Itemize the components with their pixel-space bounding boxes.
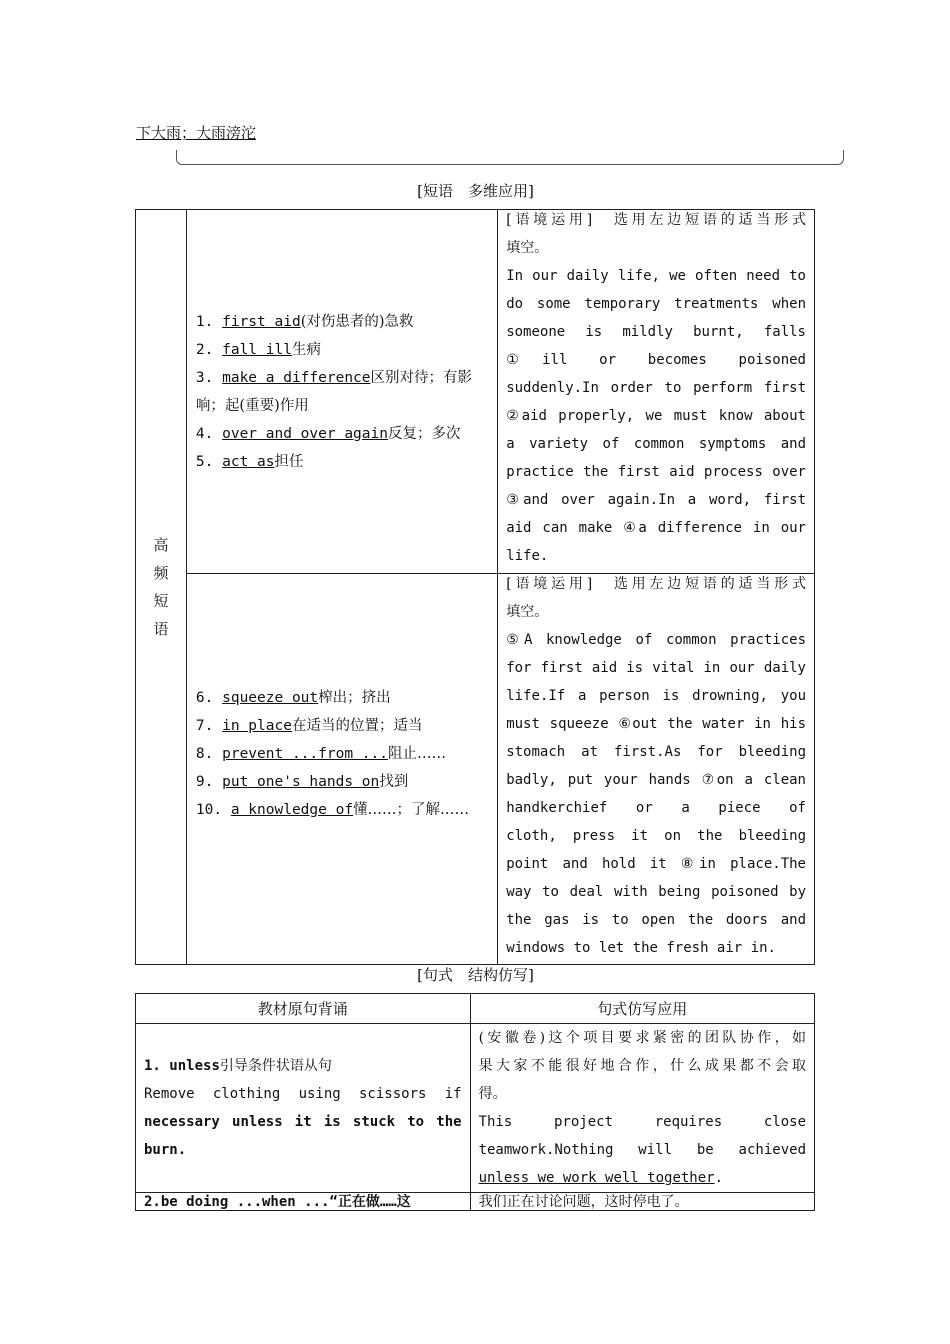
phrase-item: 9. put one's hands on找到 (195, 774, 409, 790)
exercise-cell-1 (498, 210, 815, 574)
section-title-sentences: [句式 结构仿写] (417, 966, 534, 984)
exercise-line: [语境运用] 选用左边短语的适当形式 (506, 212, 806, 228)
phrase-item: 2. fall ill生病 (195, 341, 321, 358)
exercise-cell-2 (498, 574, 815, 965)
phrase-item: 7. in place在适当的位置；适当 (195, 718, 423, 734)
exercise-line: aid can make ④a difference in our (506, 520, 806, 536)
exercise-line: ②aid properly, we must know about (506, 408, 806, 424)
exercise-line: someone is mildly burnt, falls (506, 324, 806, 340)
practice-line: 果大家不能很好地合作，什么成果都不会取 (478, 1058, 806, 1074)
exercise-line: a variety of common symptoms and (506, 436, 806, 452)
exercise-line: life. (506, 548, 549, 564)
exercise-line: stomach at first.As for bleeding (506, 744, 806, 760)
exercise-line: handkerchief or a piece of (506, 800, 806, 816)
exercise-line: badly, put your hands ⑦on a clean (506, 772, 806, 788)
col-header-original: 教材原句背诵 (136, 994, 471, 1024)
header-line: 下大雨；大雨滂沱 (136, 124, 257, 142)
exercise-line: for first aid is vital in our daily (506, 660, 806, 676)
pattern-2-cell (136, 1193, 471, 1211)
phrase-item: 6. squeeze out榨出；挤出 (195, 690, 391, 706)
phrase-item: 3. make a difference区别对待；有影 (195, 369, 473, 386)
exercise-line: ③and over again.In a word, first (506, 492, 806, 508)
practice-cell (470, 1024, 814, 1193)
row-label-cell (136, 210, 187, 965)
sentence-line: Remove clothing using scissors if (144, 1086, 462, 1102)
phrase-list-1 (186, 210, 497, 574)
pattern-2-title: 2.be doing ...when ...“正在做……这 (144, 1193, 411, 1210)
brace-divider (176, 150, 844, 165)
pattern-title: 1. unless引导条件状语从句 (144, 1058, 332, 1074)
exercise-line: the gas is to open the doors and (506, 912, 806, 928)
exercise-line: ①ill or becomes poisoned (506, 352, 806, 368)
row-label-char: 语 (153, 620, 169, 638)
exercise-line: life.If a person is drowning, you (506, 688, 806, 704)
exercise-line: 填空。 (506, 604, 549, 620)
row-label-char: 短 (153, 592, 169, 610)
practice-line: 得。 (478, 1086, 507, 1102)
pattern-2-practice: 我们正在讨论问题，这时停电了。 (470, 1193, 814, 1211)
exercise-line: windows to let the fresh air in. (506, 940, 776, 956)
phrase-item: 10. a knowledge of懂……；了解…… (195, 802, 470, 818)
row-label-char: 频 (153, 564, 169, 582)
phrase-list-2 (186, 574, 497, 965)
col-header-practice: 句式仿写应用 (470, 994, 814, 1024)
phrase-item: 8. prevent ...from ...阻止…… (195, 746, 446, 762)
row-label-char: 高 (153, 536, 169, 554)
phrase-item-continuation: 响；起(重要)作用 (195, 397, 309, 414)
practice-line: teamwork.Nothing will be achieved (478, 1142, 806, 1158)
practice-line: This project requires close (478, 1114, 806, 1130)
exercise-line: In our daily life, we often need to (506, 268, 806, 284)
phrase-item: 5. act as担任 (195, 453, 304, 470)
sentence-table (135, 993, 815, 1211)
exercise-line: way to deal with being poisoned by (506, 884, 806, 900)
phrase-table (135, 209, 815, 965)
exercise-line: [语境运用] 选用左边短语的适当形式 (506, 576, 806, 592)
phrase-item: 1. first aid(对伤患者的)急救 (195, 313, 414, 330)
exercise-line: 填空。 (506, 240, 549, 256)
exercise-line: practice the first aid process over (506, 464, 806, 480)
exercise-line: point and hold it ⑧in place.The (506, 856, 806, 872)
exercise-line: do some temporary treatments when (506, 296, 806, 312)
section-title-phrases: [短语 多维应用] (417, 182, 534, 200)
phrase-item: 4. over and over again反复；多次 (195, 425, 461, 442)
exercise-line: ⑤A knowledge of common practices (506, 632, 806, 648)
exercise-line: cloth, press it on the bleeding (506, 828, 806, 844)
practice-answer-line: unless we work well together. (478, 1170, 724, 1186)
exercise-line: must squeeze ⑥out the water in his (506, 716, 806, 732)
sentence-line: burn. (144, 1142, 187, 1158)
sentence-line: necessary unless it is stuck to the (144, 1114, 462, 1130)
practice-line: (安徽卷)这个项目要求紧密的团队协作，如 (478, 1030, 806, 1046)
exercise-line: suddenly.In order to perform first (506, 380, 806, 396)
original-sentence-cell (136, 1024, 471, 1193)
